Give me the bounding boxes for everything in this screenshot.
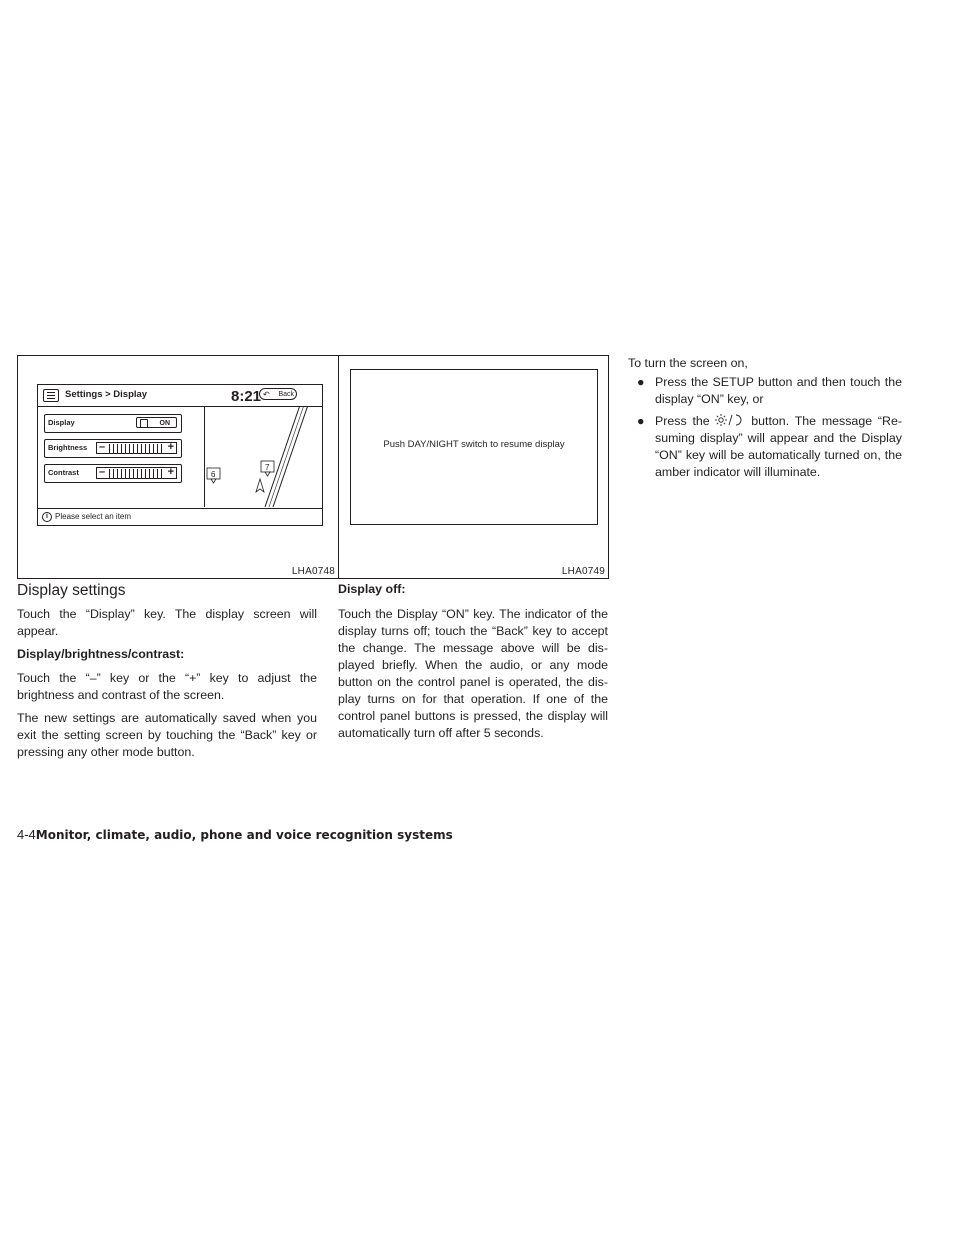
subheading-display-off: Display off: (338, 582, 406, 596)
save-paragraph: The new settings are automatically saved when you exit the setting screen by touching the “Back” key or pressing any other mode button. (17, 711, 317, 759)
bullet-setup-text: Press the SETUP button and then touch the display “ON” key, or (655, 375, 902, 406)
section-heading: Display settings (17, 582, 126, 599)
day-night-icon (715, 413, 745, 427)
intro-paragraph: Touch the “Display” key. The display screen will appear. (17, 607, 317, 638)
bullet-daynight-post: button. The message “Re- suming display” will appear and the Display “ON” key will be automatically turned on, the amber indicator will illuminate. (655, 414, 902, 479)
brightness-plus-key[interactable]: + (167, 441, 174, 453)
figure-code: LHA0749 (561, 566, 605, 577)
contrast-plus-key[interactable]: + (167, 466, 174, 478)
contrast-row (44, 464, 182, 483)
screen-header (38, 385, 322, 407)
brightness-level-bars (109, 444, 164, 453)
display-off-screen (350, 369, 598, 525)
contrast-label: Contrast (48, 468, 79, 477)
footer-hint: Please select an item (55, 512, 132, 521)
brightness-paragraph: Touch the “–” key or the “+” key to adjust the brightness and contrast of the screen. (17, 671, 317, 702)
back-label: Back (278, 391, 294, 398)
map-marker-7: 7 (265, 463, 270, 472)
display-label: Display (48, 418, 75, 427)
settings-list (38, 407, 205, 507)
bullet-daynight-pre: Press the (655, 414, 710, 428)
brightness-label: Brightness (48, 443, 88, 452)
indicator-icon (140, 419, 148, 428)
bullet-setup (637, 374, 907, 408)
subheading-brightness: Display/brightness/contrast: (17, 647, 185, 661)
figure-display-off (338, 355, 609, 579)
screen-footer (38, 508, 322, 526)
contrast-minus-key[interactable]: – (99, 466, 106, 478)
map-preview (205, 407, 322, 507)
contrast-slider[interactable] (96, 467, 177, 479)
bullet-icon: ● (637, 414, 645, 428)
map-marker-6: 6 (211, 470, 216, 479)
brightness-slider[interactable] (96, 442, 177, 454)
bullet-icon: ● (637, 375, 645, 389)
display-row-button[interactable] (44, 414, 182, 433)
menu-icon (43, 389, 59, 402)
screen-title: Settings > Display (65, 389, 148, 400)
map-road-icon (205, 407, 322, 507)
back-button[interactable] (259, 388, 297, 400)
bullet-daynight (637, 413, 907, 483)
resume-display-message: Push DAY/NIGHT switch to resume display (383, 439, 565, 450)
display-on-label: ON (159, 420, 170, 427)
clock-time: 8:21 (231, 388, 262, 405)
back-arrow-icon: ↶ (263, 390, 270, 399)
display-on-key[interactable] (136, 417, 177, 428)
info-icon: i (42, 512, 52, 522)
page-number: 4-4 (17, 827, 36, 842)
brightness-minus-key[interactable]: – (99, 441, 106, 453)
chapter-title: Monitor, climate, audio, phone and voice recognition systems (35, 828, 453, 842)
settings-screen (37, 384, 323, 526)
figure-code: LHA0748 (291, 566, 335, 577)
turn-on-intro: To turn the screen on, (628, 356, 748, 370)
brightness-row (44, 439, 182, 458)
figure-display-settings (17, 355, 339, 579)
page-footer (17, 827, 453, 842)
contrast-level-bars (109, 469, 164, 478)
display-off-paragraph: Touch the Display “ON” key. The indicator of the display turns off; touch the “Back” key to accept the change. The message above will be dis- played briefly. When the audio, or any mode button on the control panel is operated, the dis- play turns on for that operation. If one of the control panel buttons is pressed, the display will automatically turn off after 5 seconds. (338, 607, 608, 740)
